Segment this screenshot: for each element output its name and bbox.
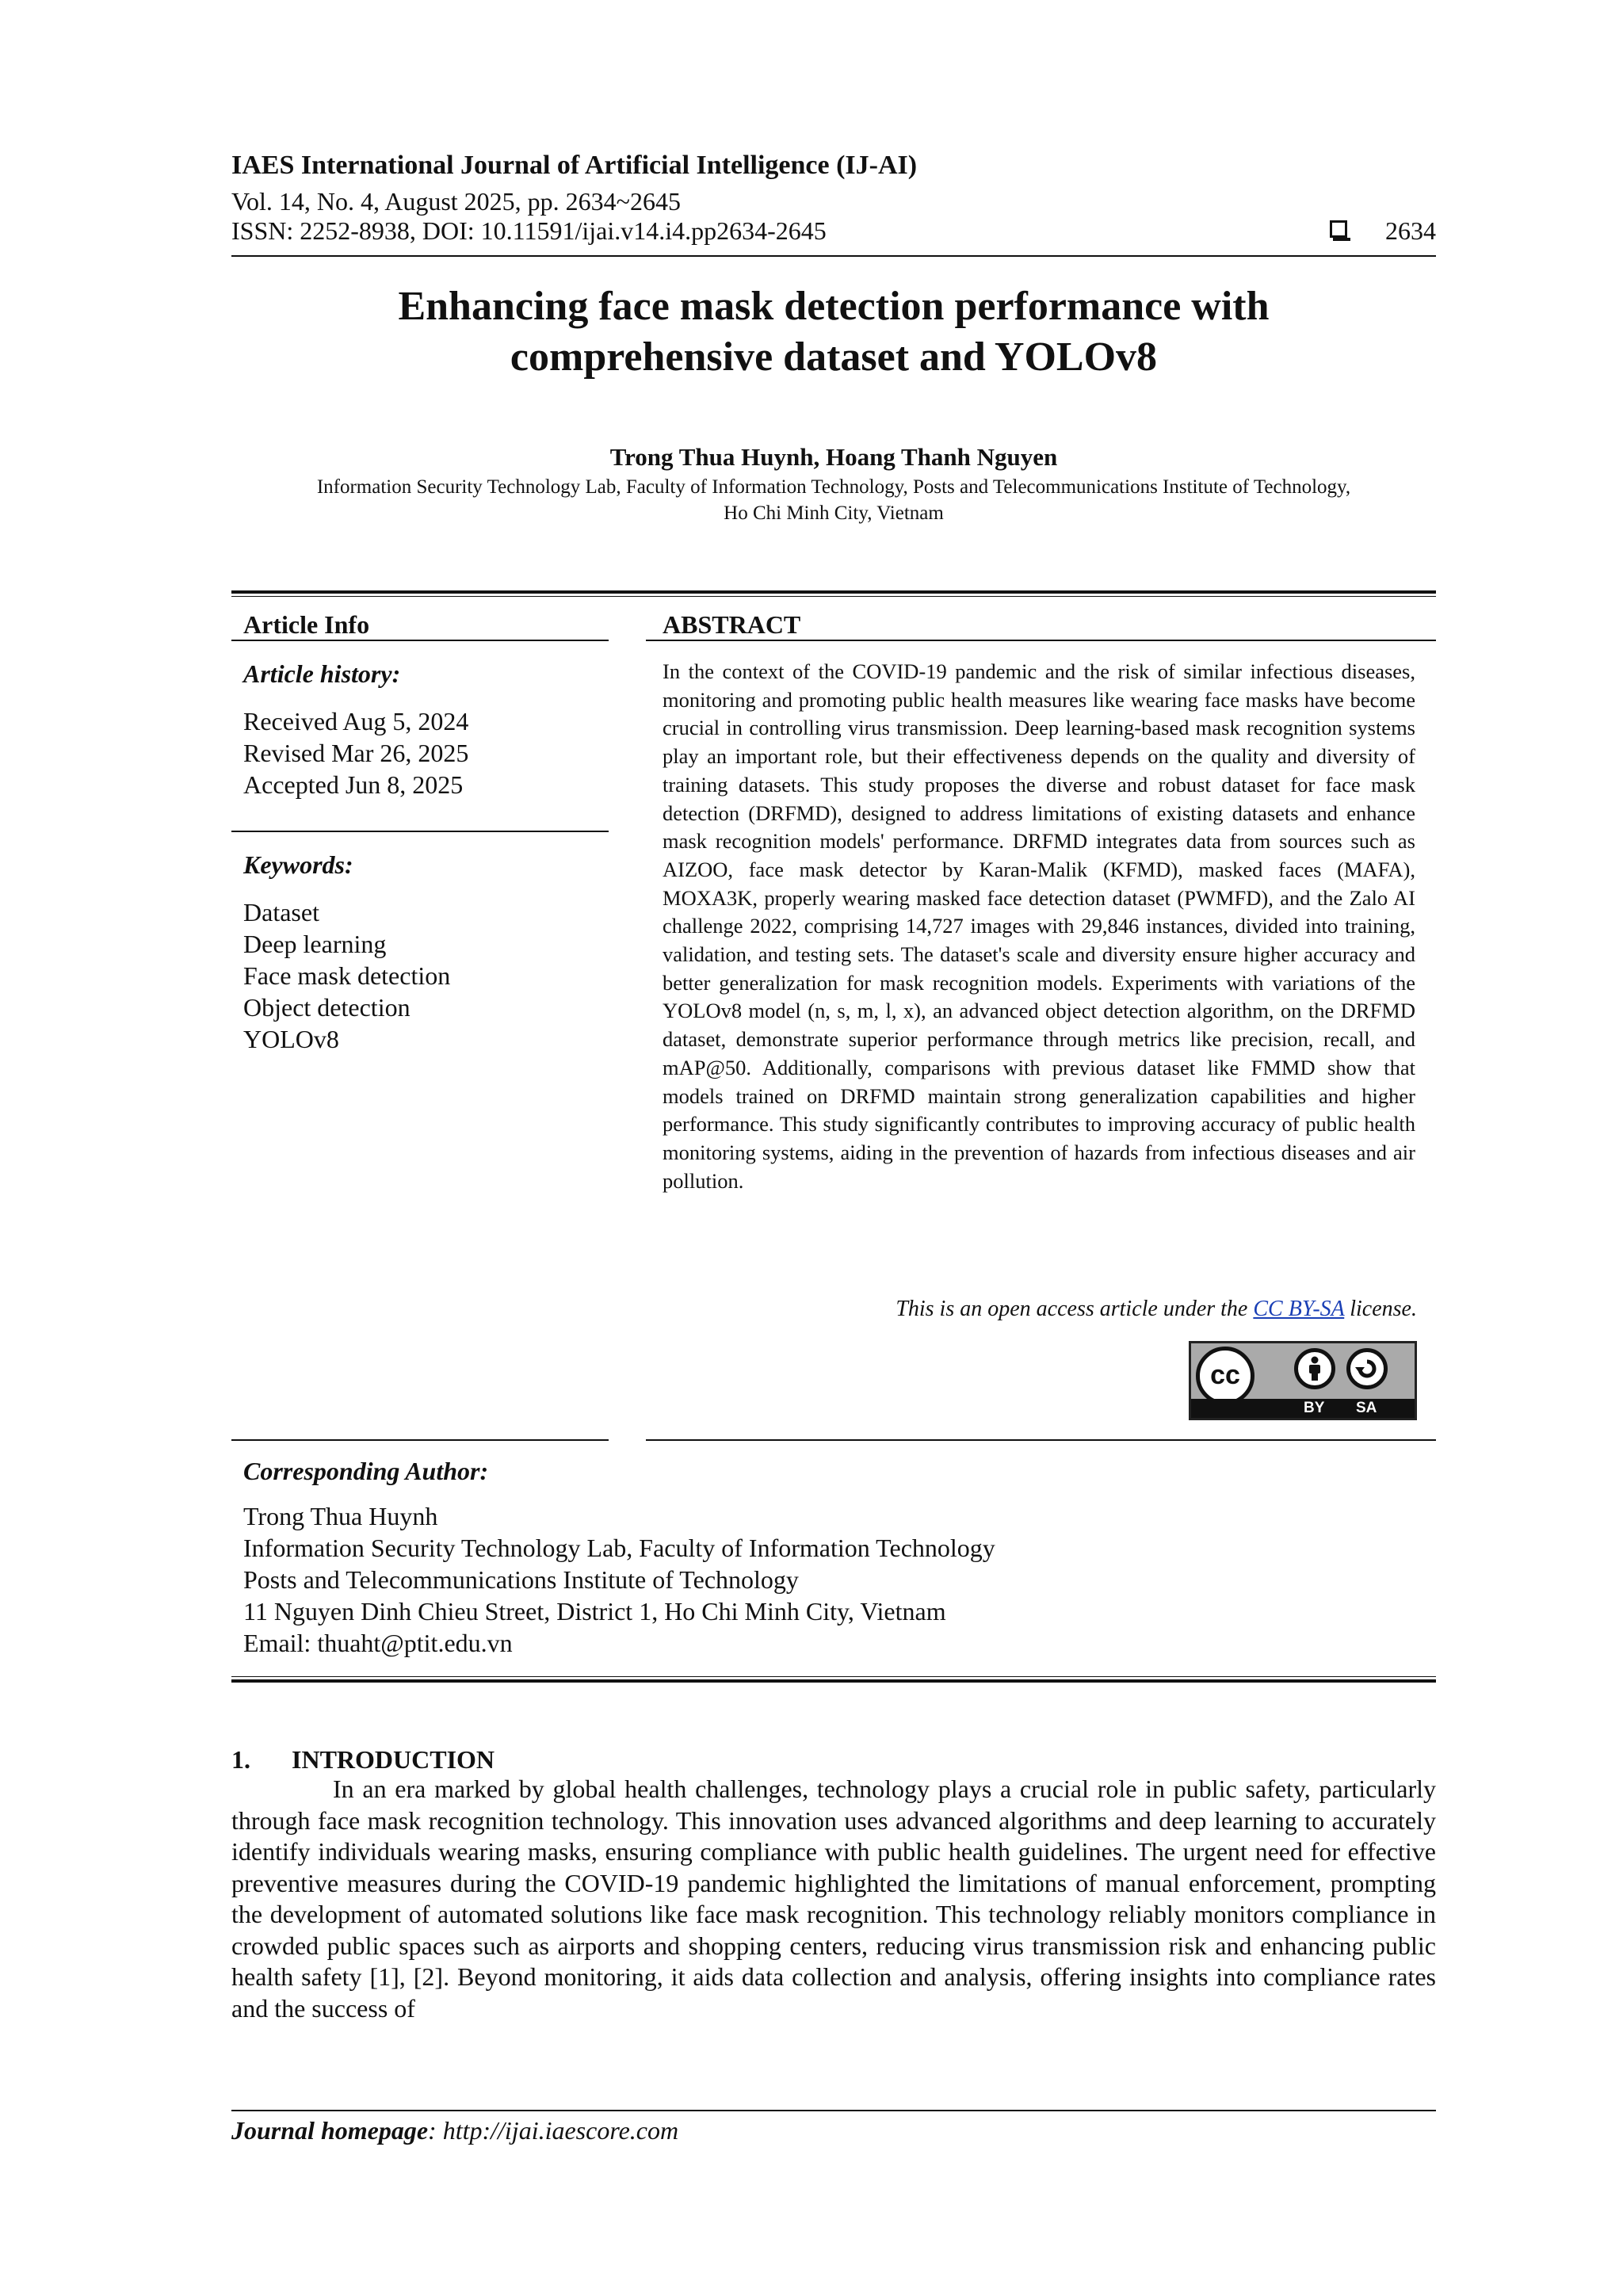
history-accepted: Accepted Jun 8, 2025 (243, 770, 464, 799)
page-number: 2634 (1385, 216, 1436, 245)
share-alike-icon (1346, 1348, 1388, 1389)
history-keywords-rule (231, 831, 609, 832)
corresponding-details (243, 1500, 1416, 1659)
corresponding-heading: Corresponding Author: (243, 1457, 489, 1485)
authors: Trong Thua Huynh, Hoang Thanh Nguyen (609, 443, 1058, 471)
corresponding-name: Trong Thua Huynh (243, 1502, 438, 1530)
corresponding-double-rule (231, 1679, 1436, 1683)
title-line-1: Enhancing face mask detection performance with (398, 284, 1270, 329)
footer-rule (231, 2110, 1436, 2111)
corresponding-address: 11 Nguyen Dinh Chieu Street, District 1, Ho Chi Minh City, Vietnam (243, 1597, 946, 1626)
introduction-text: In an era marked by global health challenges, technology plays a crucial role in public safety, particularly through face mask recognition technology. This innovation uses advanced algorithms and deep learning to accurately identify individuals wearing masks, ensuring compliance with public health guidelines. The urgent need for effective preventive measures during the COVID-19 pandemic highlighted the limitations of manual enforcement, prompting the development of automated solutions like face mask recognition. This technology reliably monitors compliance in crowded public spaces such as airports and shopping centers, reducing virus transmission risk and enhancing public health safety [1], [2]. Beyond monitoring, it aids data collection and analysis, offering insights into compliance rates and the success of (231, 1775, 1436, 2023)
open-access-note (663, 1297, 1417, 1322)
issn-doi: ISSN: 2252-8938, DOI: 10.11591/ijai.v14.i4.pp2634-2645 (231, 216, 827, 245)
journal-issn (231, 216, 1436, 246)
badge-by-label: BY (1304, 1400, 1325, 1416)
badge-label-bar (1191, 1399, 1415, 1418)
info-top-double-rule (231, 590, 1436, 594)
title-line-2: comprehensive dataset and YOLOv8 (510, 334, 1158, 380)
journal-name: IAES International Journal of Artificial Intelligence (IJ-AI) (231, 151, 918, 180)
homepage-url[interactable]: : http://ijai.iaescore.com (428, 2116, 679, 2145)
keyword-item: Dataset (243, 898, 319, 926)
abstract-bottom-rule (646, 1439, 1436, 1441)
square-bullet-icon (1330, 220, 1347, 238)
section-number: 1. (231, 1745, 250, 1774)
keyword-item: Face mask detection (243, 961, 451, 990)
journal-homepage (231, 2116, 678, 2145)
corresponding-lab: Information Security Technology Lab, Faculty of Information Technology (243, 1534, 995, 1562)
paper-title (231, 281, 1436, 383)
keywords-heading: Keywords: (243, 850, 353, 879)
article-info-bottom-rule (231, 1439, 609, 1441)
affiliation-line-1: Information Security Technology Lab, Faculty of Information Technology, Posts and Telecommunications Institute of Technology, (316, 476, 1351, 498)
journal-volume: Vol. 14, No. 4, August 2025, pp. 2634~2645 (231, 187, 681, 216)
affiliation-line-2: Ho Chi Minh City, Vietnam (724, 502, 944, 524)
info-top-thin-rule (231, 596, 1436, 597)
header-rule (231, 255, 1436, 257)
keyword-item: Deep learning (243, 930, 387, 958)
corresponding-thin-rule (231, 1676, 1436, 1677)
history-received: Received Aug 5, 2024 (243, 707, 469, 735)
abstract-rule (646, 640, 1436, 641)
keyword-item: YOLOv8 (243, 1025, 339, 1053)
article-info-heading: Article Info (243, 610, 370, 639)
abstract-heading: ABSTRACT (663, 610, 801, 639)
corresponding-institute: Posts and Telecommunications Institute of Technology (243, 1565, 799, 1594)
corresponding-author (243, 1457, 1416, 1659)
section-title: INTRODUCTION (292, 1745, 495, 1774)
open-access-prefix: This is an open access article under the (896, 1297, 1254, 1321)
affiliation (231, 474, 1436, 526)
introduction-heading (231, 1745, 495, 1775)
abstract-text: In the context of the COVID-19 pandemic and the risk of similar infectious diseases, monitoring and promoting public health measures like wearing face masks have become crucial in controlling virus transmission. Deep learning-based mask recognition systems play an important role, but their effectiveness depends on the quality and diversity of training datasets. This study proposes the diverse and robust dataset for face mask detection (DRFMD), designed to address limitations of existing datasets and enhance mask recognition models' performance. DRFMD integrates data from sources such as AIZOO, face mask detector by Karan-Malik (KFMD), masked faces (MAFA), MOXA3K, properly wearing masked face detection dataset (PWMFD), and the Zalo AI challenge 2022, comprising 14,727 images with 29,846 instances, divided into training, validation, and testing sets. The dataset's scale and diversity ensure higher accuracy and better generalization for mask recognition models. Experiments with variations of the YOLOv8 model (n, s, m, l, x), an advanced object detection algorithm, on the DRFMD dataset, demonstrate superior performance through metrics like precision, recall, and mAP@50. Additionally, comparisons with previous dataset like FMMD show that models trained on DRFMD maintain strong generalization capabilities and higher performance. This study significantly contributes to improving accuracy of public health monitoring systems, aiding in the prevention of hazards from infectious diseases and air pollution. (663, 659, 1415, 1193)
article-history-heading: Article history: (243, 659, 401, 688)
license-link[interactable]: CC BY-SA (1253, 1297, 1345, 1321)
cc-by-sa-badge[interactable] (1189, 1341, 1417, 1420)
badge-sa-label: SA (1356, 1400, 1377, 1416)
history-revised: Revised Mar 26, 2025 (243, 739, 469, 767)
article-history-list (243, 705, 608, 800)
attribution-icon (1294, 1348, 1335, 1389)
homepage-label: Journal homepage (231, 2116, 429, 2145)
keyword-item: Object detection (243, 993, 411, 1022)
open-access-suffix: license. (1344, 1297, 1417, 1321)
keywords-list (243, 896, 608, 1055)
corresponding-email: Email: thuaht@ptit.edu.vn (243, 1629, 513, 1657)
article-info-rule (231, 640, 609, 641)
cc-icon: cc (1196, 1347, 1254, 1405)
